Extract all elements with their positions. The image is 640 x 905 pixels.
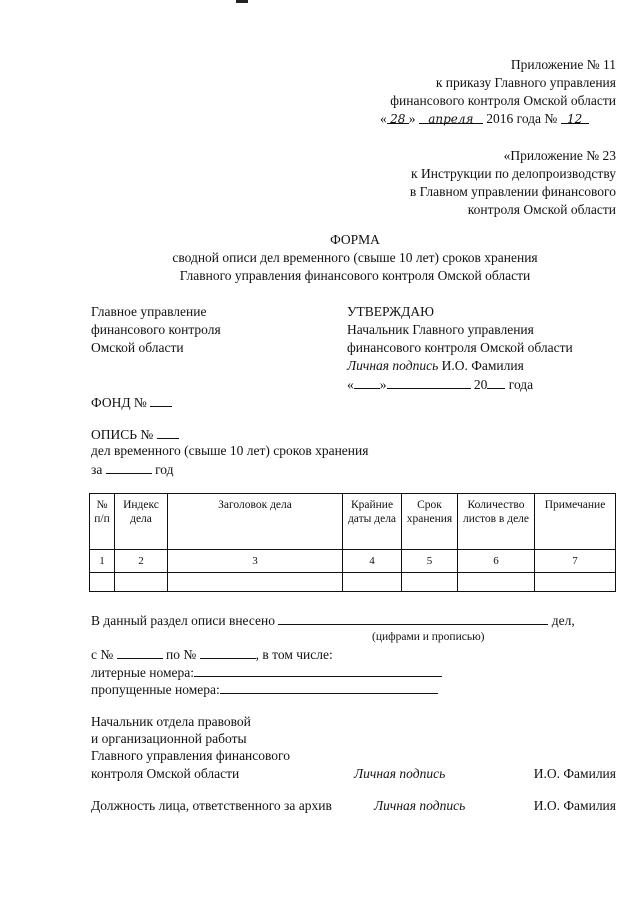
table-number-cell: 1 bbox=[90, 550, 115, 573]
section-hint: (цифрами и прописью) bbox=[372, 631, 485, 643]
fond-label: ФОНД № bbox=[91, 395, 147, 410]
opis-za: за bbox=[91, 462, 103, 477]
appendix-open-quote: « bbox=[380, 111, 387, 126]
table-cell bbox=[535, 573, 616, 592]
approve-date-line bbox=[347, 376, 533, 393]
fond-number bbox=[150, 394, 172, 407]
table-row bbox=[90, 573, 616, 592]
head-line4: контроля Омской области bbox=[91, 766, 240, 781]
scan-artifact bbox=[236, 0, 248, 3]
approve-date-quote-close: » bbox=[379, 377, 387, 392]
section-range-line bbox=[91, 646, 333, 663]
org-line2: финансового контроля bbox=[91, 322, 221, 337]
opis-god: год bbox=[155, 462, 174, 477]
archive-sign: Личная подпись bbox=[374, 798, 466, 813]
head-line1: Начальник отдела правовой bbox=[91, 714, 251, 729]
form-title-line2: Главного управления финансового контроля Омской области bbox=[179, 268, 531, 283]
section-to: по № bbox=[166, 647, 197, 662]
approve-sign: Личная подпись bbox=[347, 358, 439, 373]
table-cell bbox=[458, 573, 535, 592]
head-line3: Главного управления финансового bbox=[91, 748, 291, 763]
appendix-number: 12 bbox=[561, 111, 589, 124]
section-from-blank bbox=[117, 646, 163, 659]
section-including: , в том числе: bbox=[255, 647, 333, 662]
table-number-cell: 4 bbox=[343, 550, 402, 573]
table-number-cell: 7 bbox=[535, 550, 616, 573]
inventory-table bbox=[89, 493, 616, 592]
appendix-order-line bbox=[380, 111, 589, 127]
table-number-row bbox=[90, 550, 616, 573]
section-suffix: дел, bbox=[551, 613, 575, 628]
section-liter-blank bbox=[194, 664, 442, 677]
org-line3: Омской области bbox=[91, 340, 184, 355]
form-title-line1: сводной описи дел временного (свыше 10 лет) сроков хранения bbox=[172, 250, 538, 265]
section-liter-line bbox=[91, 664, 442, 681]
table-header-cell: Примечание bbox=[535, 494, 616, 550]
opis-line bbox=[91, 426, 179, 443]
table-header-cell: Количество листов в деле bbox=[458, 494, 535, 550]
approve-date-month bbox=[387, 376, 471, 389]
instruction-line3: в Главном управлении финансового bbox=[409, 184, 616, 199]
appendix-month: апреля bbox=[419, 111, 483, 124]
table-header-cell: Срок хранения bbox=[402, 494, 458, 550]
approve-date-suffix: года bbox=[508, 377, 534, 392]
instruction-line2: к Инструкции по делопроизводству bbox=[411, 166, 616, 181]
opis-number bbox=[157, 426, 179, 439]
archive-name: И.О. Фамилия bbox=[533, 798, 616, 813]
section-missing-line bbox=[91, 681, 438, 698]
appendix-line1: Приложение № 11 bbox=[510, 57, 616, 72]
table-number-cell: 2 bbox=[115, 550, 168, 573]
table-cell bbox=[343, 573, 402, 592]
opis-line2: дел временного (свыше 10 лет) сроков хранения bbox=[91, 443, 369, 458]
section-to-blank bbox=[200, 646, 256, 659]
approve-heading: УТВЕРЖДАЮ bbox=[347, 304, 435, 319]
appendix-year-text: 2016 года № bbox=[486, 111, 558, 126]
instruction-line4: контроля Омской области bbox=[467, 202, 616, 217]
section-liter: литерные номера: bbox=[91, 665, 195, 680]
table-number-cell: 3 bbox=[168, 550, 343, 573]
opis-year-blank bbox=[106, 461, 152, 474]
head-line2: и организационной работы bbox=[91, 731, 247, 746]
section-line bbox=[91, 612, 575, 629]
approve-line1: Начальник Главного управления bbox=[347, 322, 534, 337]
table-number-cell: 5 bbox=[402, 550, 458, 573]
form-heading: ФОРМА bbox=[330, 232, 380, 247]
archive-label: Должность лица, ответственного за архив bbox=[91, 798, 332, 813]
approve-date-year-blank bbox=[487, 376, 505, 389]
table-header-row bbox=[90, 494, 616, 550]
table-cell bbox=[168, 573, 343, 592]
table-cell bbox=[115, 573, 168, 592]
section-label: В данный раздел описи внесено bbox=[91, 613, 276, 628]
appendix-day: 28 bbox=[387, 111, 409, 124]
instruction-line1: «Приложение № 23 bbox=[503, 148, 616, 163]
table-number-cell: 6 bbox=[458, 550, 535, 573]
table-header-cell: № п/п bbox=[90, 494, 115, 550]
approve-line2: финансового контроля Омской области bbox=[347, 340, 573, 355]
table-header-cell: Заголовок дела bbox=[168, 494, 343, 550]
approve-sign-line bbox=[347, 358, 524, 374]
section-from: с № bbox=[91, 647, 114, 662]
approve-date-quote-open: « bbox=[347, 377, 354, 392]
opis-label: ОПИСЬ № bbox=[91, 427, 154, 442]
opis-year-line bbox=[91, 461, 174, 478]
table-cell bbox=[90, 573, 115, 592]
table-header-cell: Индекс дела bbox=[115, 494, 168, 550]
appendix-line3: финансового контроля Омской области bbox=[390, 93, 616, 108]
appendix-close-quote: » bbox=[408, 111, 416, 126]
approve-name: И.О. Фамилия bbox=[441, 358, 524, 373]
org-line1: Главное управление bbox=[91, 304, 207, 319]
table-cell bbox=[402, 573, 458, 592]
section-missing: пропущенные номера: bbox=[91, 682, 220, 697]
section-missing-blank bbox=[220, 681, 438, 694]
approve-date-day bbox=[354, 376, 380, 389]
section-count-blank bbox=[278, 612, 548, 625]
fond-line bbox=[91, 394, 172, 411]
table-header-cell: Крайние даты дела bbox=[343, 494, 402, 550]
head-name: И.О. Фамилия bbox=[533, 766, 616, 781]
appendix-line2: к приказу Главного управления bbox=[435, 75, 616, 90]
approve-date-year: 20 bbox=[473, 377, 488, 392]
head-sign: Личная подпись bbox=[354, 766, 446, 781]
